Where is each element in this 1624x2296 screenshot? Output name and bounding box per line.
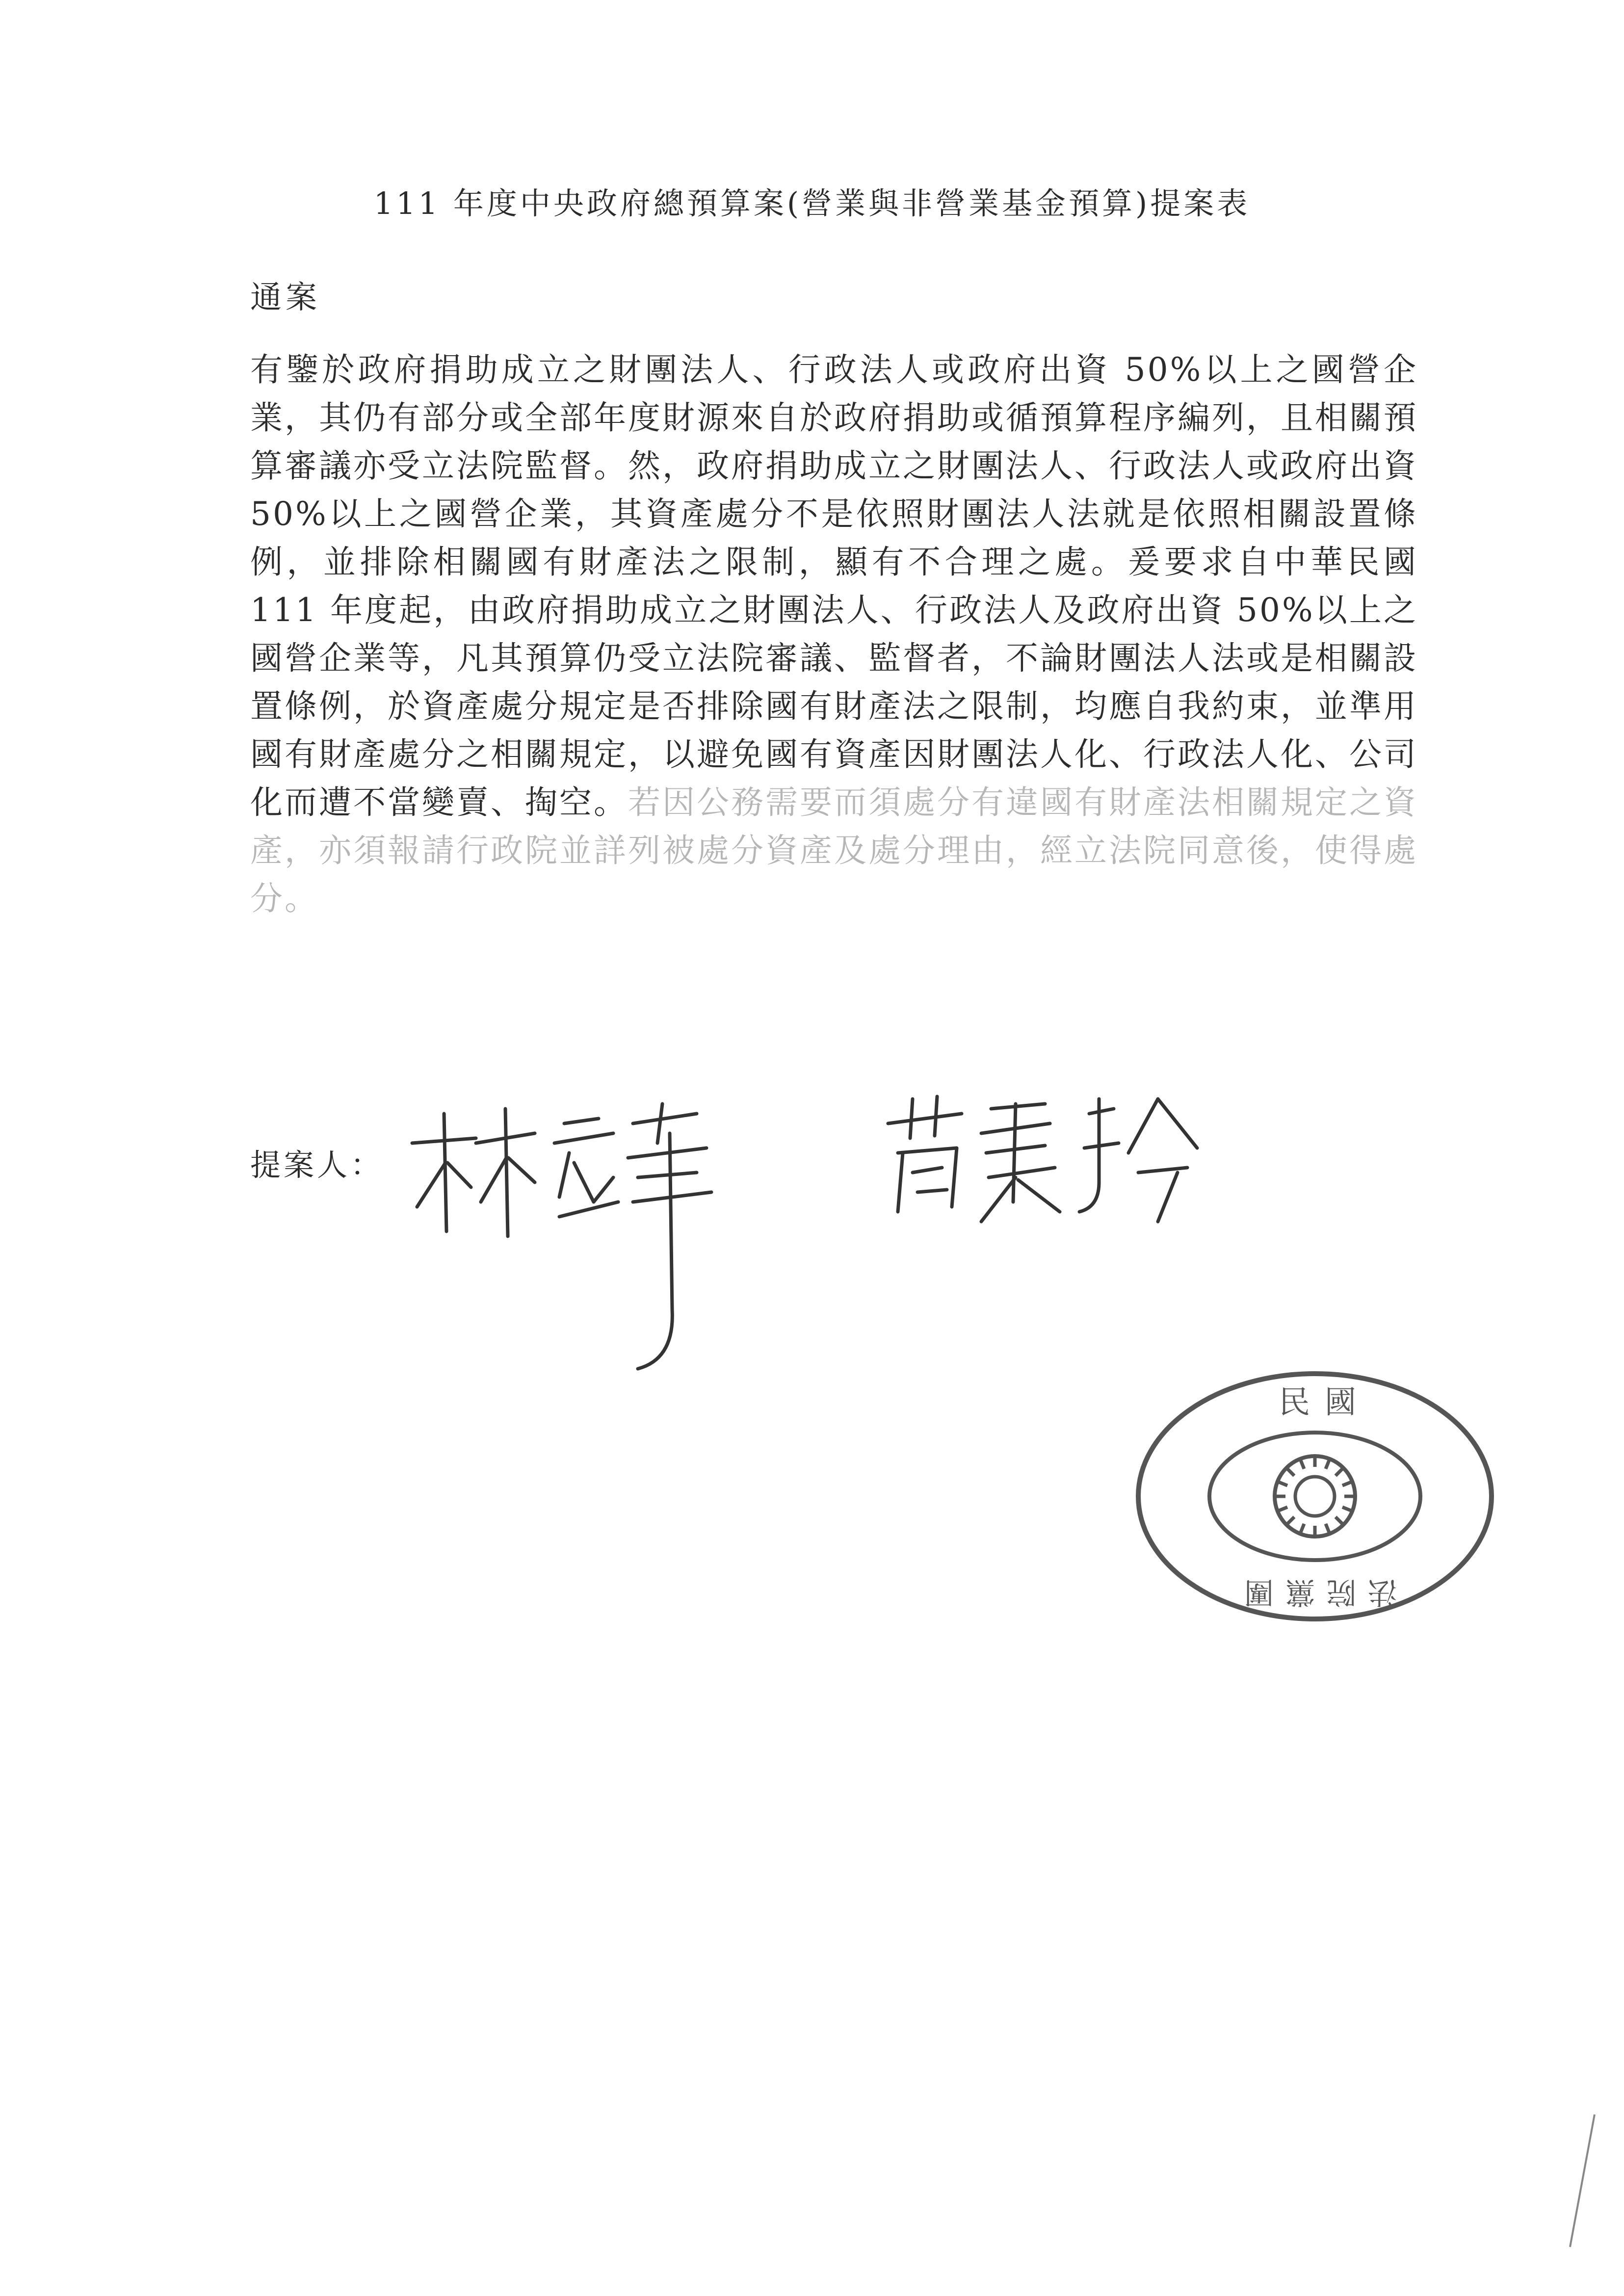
signature-2 [883,1094,1227,1251]
seal-text-top: 民國 [1279,1384,1371,1421]
signature-1 [402,1104,756,1379]
proposal-body [250,346,1418,923]
document-title: 111 年度中央政府總預算案(營業與非營業基金預算)提案表 [373,185,1251,221]
seal-text-bottom: 法院黨團 [1232,1575,1397,1609]
proposal-body-main: 有鑒於政府捐助成立之財團法人、行政法人或政府出資 50%以上之國營企業，其仍有部分或全部年度財源來自於政府捐助或循預算程序編列，且相關預算審議亦受立法院監督。然，政府捐助成立之財團法人、行政法人或政府出資 50%以上之國營企業，其資產處分不是依照財團法人法就是依照相關設置條例，並排除相關國有財產法之限制，顯有不合理之處。爰要求自中華民國 111 年度起，由政府捐助成立之財團法人、行政法人及政府出資 50%以上之國營企業等，凡其預算仍受立法院審議、監督者，不論財團法人法或是相關設置條例，於資產處分規定是否排除國有財產法之限制，均應自我約束，並準用國有財產處分之相關規定，以避免國有資產因財團法人化、行政法人化、公司化而遭不當變賣、掏空。 [250,351,1418,821]
proposer-label: 提案人： [250,1147,384,1183]
caucus-seal [1128,1359,1501,1634]
proposal-body-faded: 若因公務需要而須處分有違國有財產法相關規定之資產，亦須報請行政院並詳列被處分資產及處分理由，經立法院同意後，使得處分。 [250,783,1418,917]
scan-mark [1560,2110,1599,2296]
emblem-icon [1275,1456,1355,1537]
proposal-category: 通案 [250,280,321,316]
